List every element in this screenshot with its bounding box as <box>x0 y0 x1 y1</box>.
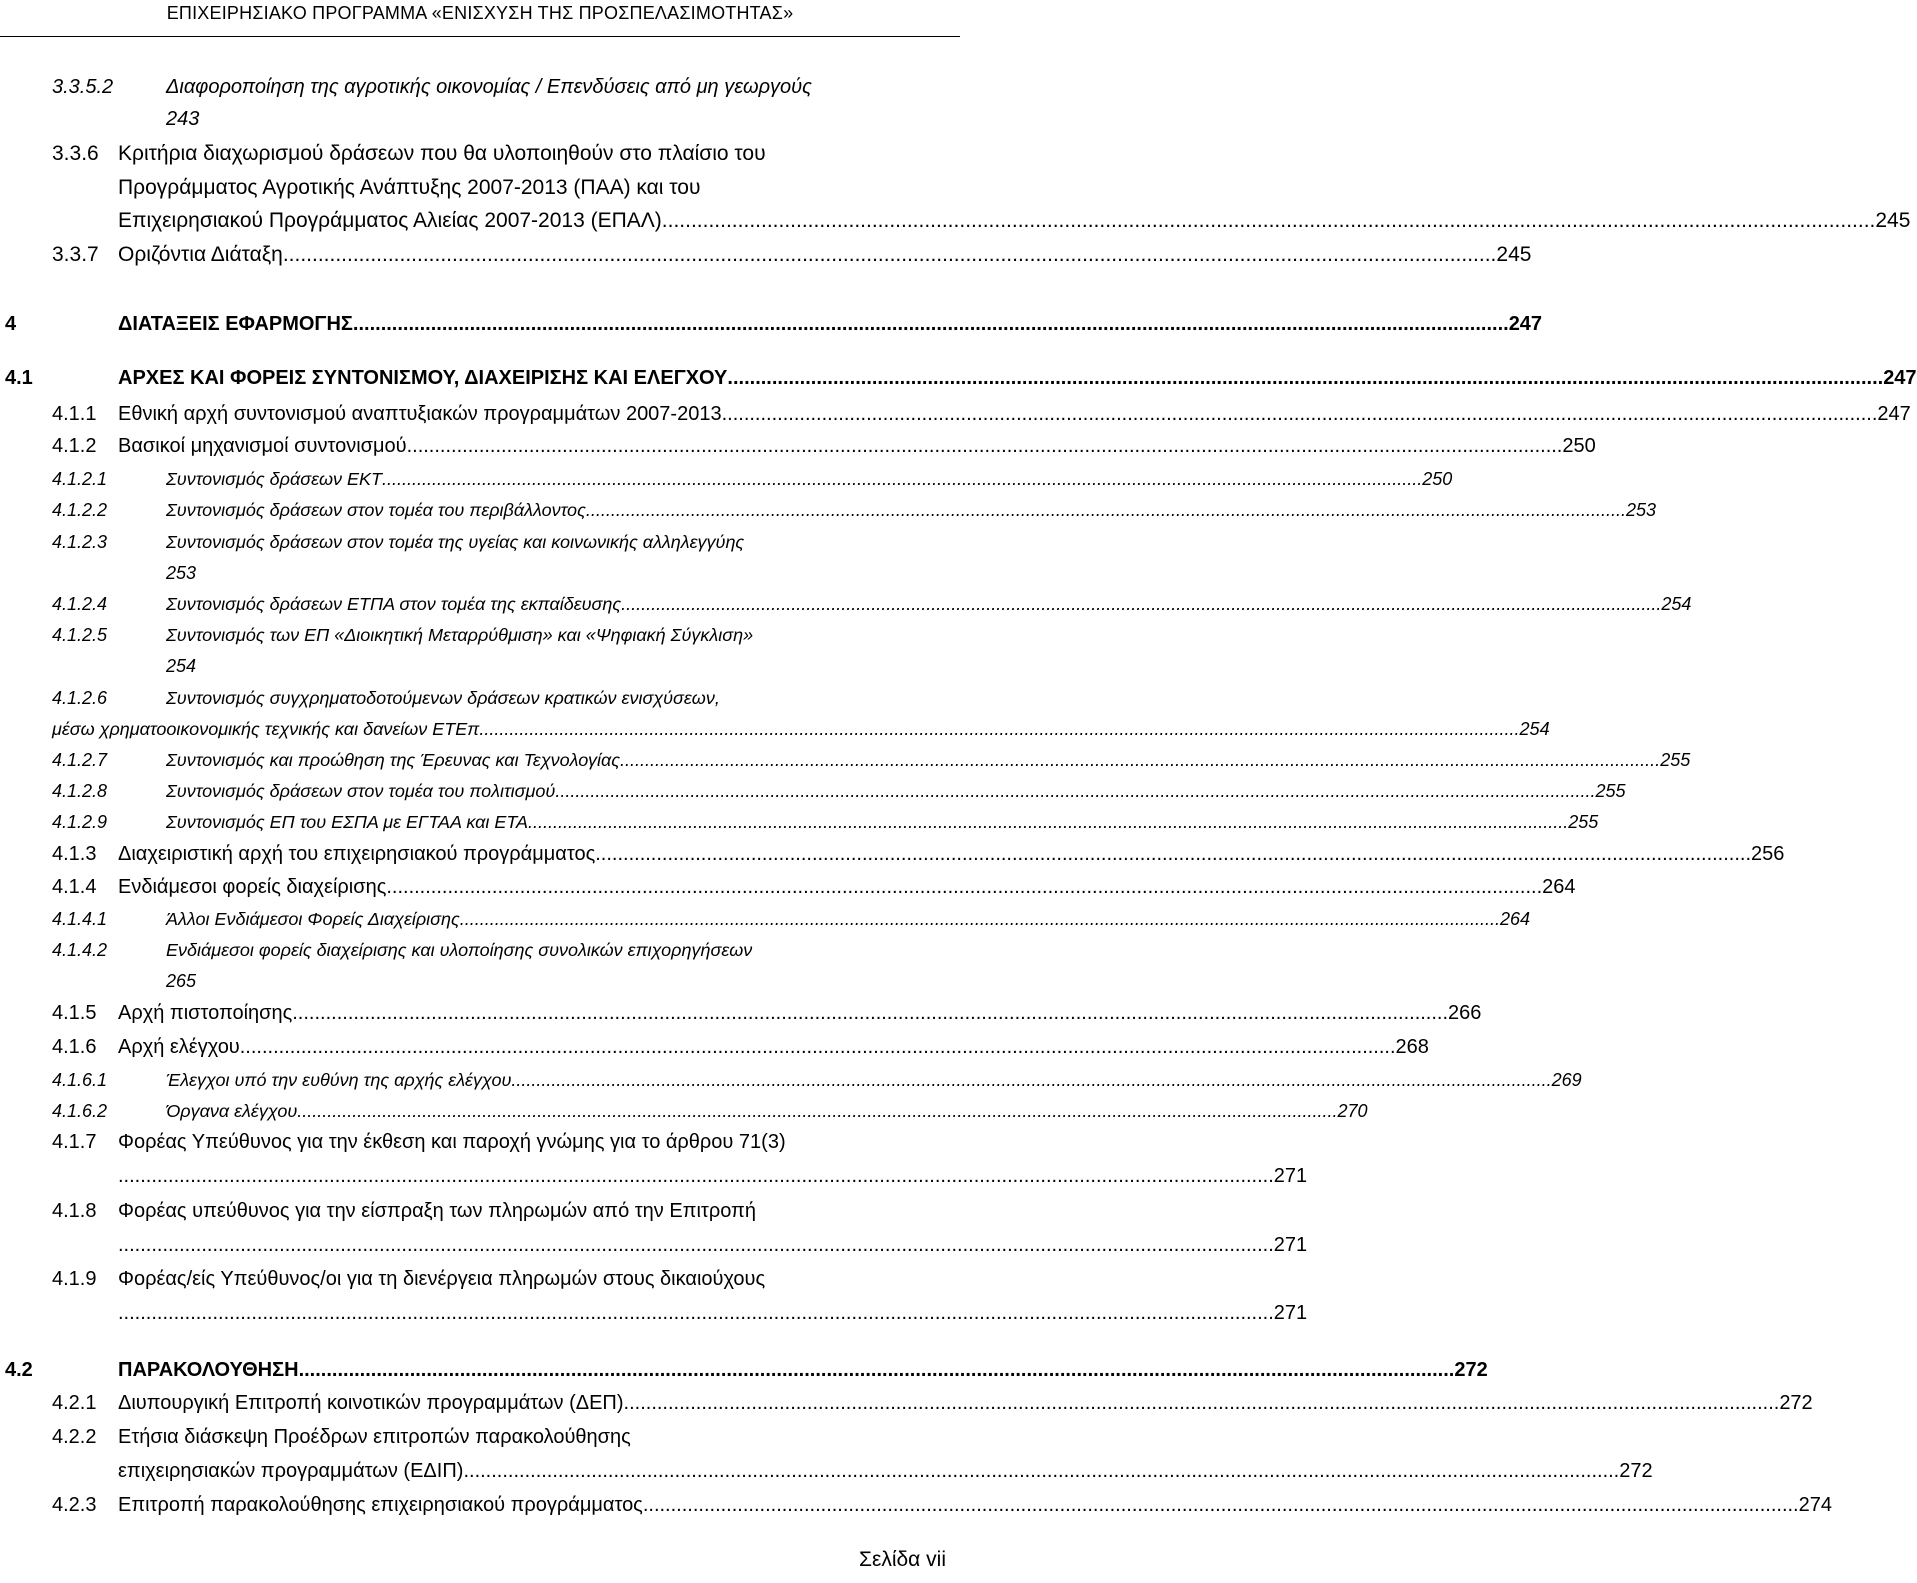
toc-leader <box>511 1070 1551 1091</box>
toc-number: 4.1.3 <box>52 843 97 865</box>
toc-title: Φορέας/είς Υπεύθυνος/οι για τη διενέργεια πληρωμών στους δικαιούχους <box>118 1268 766 1290</box>
toc-title: Συντονισμός ΕΠ του ΕΣΠΑ με ΕΓΤΑΑ και ΕΤΑ <box>166 812 529 832</box>
toc-entry[interactable] <box>52 142 892 166</box>
toc-leader <box>722 403 1878 426</box>
toc-number: 4.1.2.7 <box>52 750 108 770</box>
toc-title: Ενδιάμεσοι φορείς διαχείρισης και υλοποίησης συνολικών επιχορηγήσεων <box>166 940 753 960</box>
toc-number: 4 <box>5 313 17 335</box>
toc-page: 255 <box>1660 750 1691 770</box>
toc-leader <box>620 750 1660 771</box>
toc-title-continued: μέσω χρηματοοικονομικής τεχνικής και δανείων ΕΤΕπ <box>52 719 480 739</box>
toc-entry[interactable] <box>52 76 892 99</box>
toc-leader <box>382 469 1422 490</box>
toc-entry[interactable] <box>52 750 1691 771</box>
toc-continuation <box>118 176 700 200</box>
toc-number: 3.3.7 <box>52 243 99 266</box>
toc-title: Συντονισμός δράσεων στον τομέα της υγείας και κοινωνικής αλληλεγγύης <box>166 532 745 552</box>
toc-title: Επιτροπή παρακολούθησης επιχειρησιακού προγράμματος <box>118 1494 643 1516</box>
toc-page: 269 <box>1551 1070 1582 1090</box>
toc-number: 4.1.1 <box>52 403 97 425</box>
toc-number: 4.1.2.3 <box>52 532 108 552</box>
toc-number: 4.1.6.1 <box>52 1070 108 1090</box>
toc-leader <box>460 909 1500 930</box>
toc-title-continued: επιχειρησιακών προγραμμάτων (ΕΔΙΠ) <box>118 1460 464 1482</box>
toc-page-line <box>166 563 196 584</box>
toc-number: 4.1.2.8 <box>52 781 108 801</box>
toc-entry[interactable] <box>52 1131 916 1154</box>
toc-continuation <box>118 1302 1308 1325</box>
toc-page: 245 <box>1875 209 1911 232</box>
toc-entry[interactable] <box>5 313 1543 336</box>
toc-page: 268 <box>1395 1036 1429 1058</box>
toc-leader <box>386 876 1542 899</box>
toc-title: Διαφοροποίηση της αγροτικής οικονομίας / Επενδύσεις από μη γεωργούς <box>166 76 812 98</box>
toc-entry[interactable] <box>5 367 1917 390</box>
toc-leader <box>621 594 1661 615</box>
toc-title: Συντονισμός δράσεων στον τομέα του πολιτισμού <box>166 781 556 801</box>
toc-page: 245 <box>1496 243 1532 266</box>
toc-leader <box>297 1101 1337 1122</box>
toc-entry[interactable] <box>52 1268 916 1291</box>
toc-number: 4.1 <box>5 367 33 389</box>
toc-leader <box>118 1302 1274 1325</box>
toc-number: 4.1.2.5 <box>52 625 108 645</box>
toc-entry[interactable] <box>52 812 1599 833</box>
toc-title: Συντονισμός δράσεων ΕΤΠΑ στον τομέα της εκπαίδευσης <box>166 594 622 614</box>
toc-entry[interactable] <box>52 1036 1429 1059</box>
toc-leader <box>299 1359 1455 1382</box>
toc-page-line <box>166 656 196 677</box>
toc-number: 4.1.2.9 <box>52 812 108 832</box>
toc-entry[interactable] <box>52 843 1785 866</box>
toc-leader <box>727 367 1883 390</box>
toc-entry[interactable] <box>52 876 1576 899</box>
toc-page: 254 <box>1661 594 1692 614</box>
toc-title: ΑΡΧΕΣ ΚΑΙ ΦΟΡΕΙΣ ΣΥΝΤΟΝΙΣΜΟΥ, ΔΙΑΧΕΙΡΙΣΗΣ ΚΑΙ ΕΛΕΓΧΟΥ <box>118 367 728 389</box>
toc-entry[interactable] <box>5 1359 1488 1382</box>
toc-page: 247 <box>1883 367 1917 389</box>
toc-leader <box>586 500 1626 521</box>
toc-number: 4.2 <box>5 1359 33 1381</box>
toc-leader <box>595 843 1751 866</box>
toc-page: 271 <box>1273 1302 1308 1324</box>
toc-page: 266 <box>1448 1002 1482 1024</box>
toc-title: Διυπουργική Επιτροπή κοινοτικών προγραμμάτων (ΔΕΠ) <box>118 1392 624 1414</box>
toc-entry[interactable] <box>52 469 1453 490</box>
toc-page: 250 <box>1562 435 1596 457</box>
toc-number: 4.1.7 <box>52 1131 97 1153</box>
toc-leader <box>283 243 1497 267</box>
toc-title-continued: Επιχειρησιακού Προγράμματος Αλιείας 2007-2013 (ΕΠΑΛ) <box>118 209 662 232</box>
toc-page: 250 <box>1422 469 1453 489</box>
toc-number: 4.1.4 <box>52 876 97 898</box>
toc-page: 254 <box>166 656 197 676</box>
page-number-footer: Σελίδα vii <box>858 1548 946 1571</box>
document-header: ΕΠΙΧΕΙΡΗΣΙΑΚΟ ΠΡΟΓΡΑΜΜΑ «ΕΝΙΣΧΥΣΗ ΤΗΣ ΠΡΟΣΠΕΛΑΣΙΜΟΤΗΤΑΣ» <box>166 3 794 23</box>
toc-title: Βασικοί μηχανισμοί συντονισμού <box>118 435 407 457</box>
toc-title: Αρχή ελέγχου <box>118 1036 240 1058</box>
toc-entry[interactable] <box>52 1494 1832 1517</box>
toc-number: 4.1.2.1 <box>52 469 108 489</box>
toc-title: Φορέας υπεύθυνος για την είσπραξη των πληρωμών από την Επιτροπή <box>118 1200 756 1222</box>
toc-title: Κριτήρια διαχωρισμού δράσεων που θα υλοποιηθούν στο πλαίσιο του <box>118 142 766 165</box>
toc-title: Συντονισμός συγχρηματοδοτούμενων δράσεων κρατικών ενισχύσεων, <box>166 688 720 708</box>
toc-entry[interactable] <box>52 781 1626 802</box>
toc-title: Όργανα ελέγχου <box>166 1101 298 1121</box>
toc-title: Ενδιάμεσοι φορείς διαχείρισης <box>118 876 387 898</box>
toc-page: 270 <box>1337 1101 1368 1121</box>
toc-page: 272 <box>1779 1392 1813 1414</box>
toc-entry[interactable] <box>52 940 916 961</box>
toc-entry[interactable] <box>52 1101 1368 1122</box>
toc-entry[interactable] <box>52 909 1531 930</box>
toc-number: 4.2.2 <box>52 1426 97 1448</box>
toc-title: Εθνική αρχή συντονισμού αναπτυξιακών προγραμμάτων 2007-2013 <box>118 403 722 425</box>
toc-number: 4.1.2.2 <box>52 500 108 520</box>
toc-entry[interactable] <box>52 435 1596 458</box>
toc-page: 255 <box>1568 812 1599 832</box>
toc-leader <box>240 1036 1396 1059</box>
toc-page: 265 <box>166 971 197 991</box>
toc-number: 3.3.5.2 <box>52 76 114 98</box>
toc-number: 4.1.2 <box>52 435 97 457</box>
toc-title: Συντονισμός των ΕΠ «Διοικητική Μεταρρύθμιση» και «Ψηφιακή Σύγκλιση» <box>166 625 754 645</box>
toc-number: 4.1.6.2 <box>52 1101 108 1121</box>
toc-leader <box>555 781 1595 802</box>
toc-leader <box>353 313 1509 336</box>
toc-entry[interactable] <box>52 1392 1813 1415</box>
toc-leader <box>118 1165 1274 1188</box>
toc-leader <box>479 719 1519 740</box>
toc-continuation <box>118 1165 1308 1188</box>
toc-title: Αρχή πιστοποίησης <box>118 1002 293 1024</box>
toc-entry[interactable] <box>52 688 916 709</box>
toc-title: Φορέας Υπεύθυνος για την έκθεση και παροχή γνώμης για το άρθρου 71(3) <box>118 1131 786 1153</box>
toc-leader <box>624 1392 1780 1415</box>
toc-number: 4.1.8 <box>52 1200 97 1222</box>
toc-title: Διαχειριστική αρχή του επιχειρησιακού προγράμματος <box>118 843 596 865</box>
toc-number: 4.1.2.6 <box>52 688 108 708</box>
toc-entry[interactable] <box>52 403 1911 426</box>
toc-page: 264 <box>1542 876 1576 898</box>
toc-page: 255 <box>1595 781 1626 801</box>
toc-title: Συντονισμός δράσεων ΕΚΤ <box>166 469 383 489</box>
toc-leader <box>407 435 1563 458</box>
toc-title: ΠΑΡΑΚΟΛΟΥΘΗΣΗ <box>118 1359 299 1381</box>
toc-title: Ετήσια διάσκεψη Προέδρων επιτροπών παρακολούθησης <box>118 1426 631 1448</box>
toc-entry[interactable] <box>52 243 1532 267</box>
toc-number: 4.1.4.2 <box>52 940 108 960</box>
toc-title: Συντονισμός δράσεων στον τομέα του περιβάλλοντος <box>166 500 586 520</box>
toc-page: 247 <box>1508 313 1543 335</box>
toc-page: 253 <box>166 563 197 583</box>
toc-page: 256 <box>1751 843 1785 865</box>
toc-leader <box>463 1460 1619 1483</box>
toc-page: 272 <box>1454 1359 1488 1381</box>
toc-leader <box>643 1494 1799 1517</box>
toc-page: 243 <box>166 108 200 130</box>
toc-title: Άλλοι Ενδιάμεσοι Φορείς Διαχείρισης <box>166 909 460 929</box>
toc-title: Έλεγχοι υπό την ευθύνη της αρχής ελέγχου <box>166 1070 512 1090</box>
toc-entry[interactable] <box>52 625 916 646</box>
toc-page: 271 <box>1273 1165 1308 1187</box>
toc-page: 253 <box>1626 500 1657 520</box>
toc-continuation <box>118 209 1911 233</box>
toc-title: ΔΙΑΤΑΞΕΙΣ ΕΦΑΡΜΟΓΗΣ <box>118 313 353 335</box>
toc-title: Συντονισμός και προώθηση της Έρευνας και Τεχνολογίας <box>166 750 620 770</box>
toc-page: 264 <box>1499 909 1531 929</box>
toc-number: 4.1.5 <box>52 1002 97 1024</box>
toc-entry[interactable] <box>52 1426 916 1449</box>
toc-page: 271 <box>1273 1234 1308 1256</box>
toc-number: 4.1.4.1 <box>52 909 108 929</box>
toc-number: 4.2.1 <box>52 1392 97 1414</box>
toc-entry[interactable] <box>52 532 916 553</box>
toc-entry[interactable] <box>52 500 1657 521</box>
toc-entry[interactable] <box>52 594 1692 615</box>
toc-page-line <box>166 108 199 131</box>
toc-continuation <box>118 1234 1308 1257</box>
toc-page: 272 <box>1619 1460 1653 1482</box>
toc-leader <box>662 209 1876 233</box>
toc-page-line <box>166 971 196 992</box>
toc-continuation <box>118 1460 1653 1483</box>
toc-title: Οριζόντια Διάταξη <box>118 243 283 266</box>
toc-leader <box>118 1234 1274 1257</box>
toc-title-continued: Προγράμματος Αγροτικής Ανάπτυξης 2007-2013 (ΠΑΑ) και του <box>118 176 701 199</box>
toc-number: 3.3.6 <box>52 142 99 165</box>
toc-entry[interactable] <box>52 1200 916 1223</box>
toc-number: 4.1.9 <box>52 1268 97 1290</box>
toc-continuation <box>52 719 1550 740</box>
toc-page: 254 <box>1519 719 1550 739</box>
toc-number: 4.1.2.4 <box>52 594 108 614</box>
toc-entry[interactable] <box>52 1002 1482 1025</box>
toc-leader <box>292 1002 1448 1025</box>
toc-page: 274 <box>1798 1494 1832 1516</box>
toc-leader <box>528 812 1568 833</box>
toc-number: 4.1.6 <box>52 1036 97 1058</box>
toc-page: 247 <box>1877 403 1911 425</box>
toc-number: 4.2.3 <box>52 1494 97 1516</box>
toc-entry[interactable] <box>52 1070 1582 1091</box>
